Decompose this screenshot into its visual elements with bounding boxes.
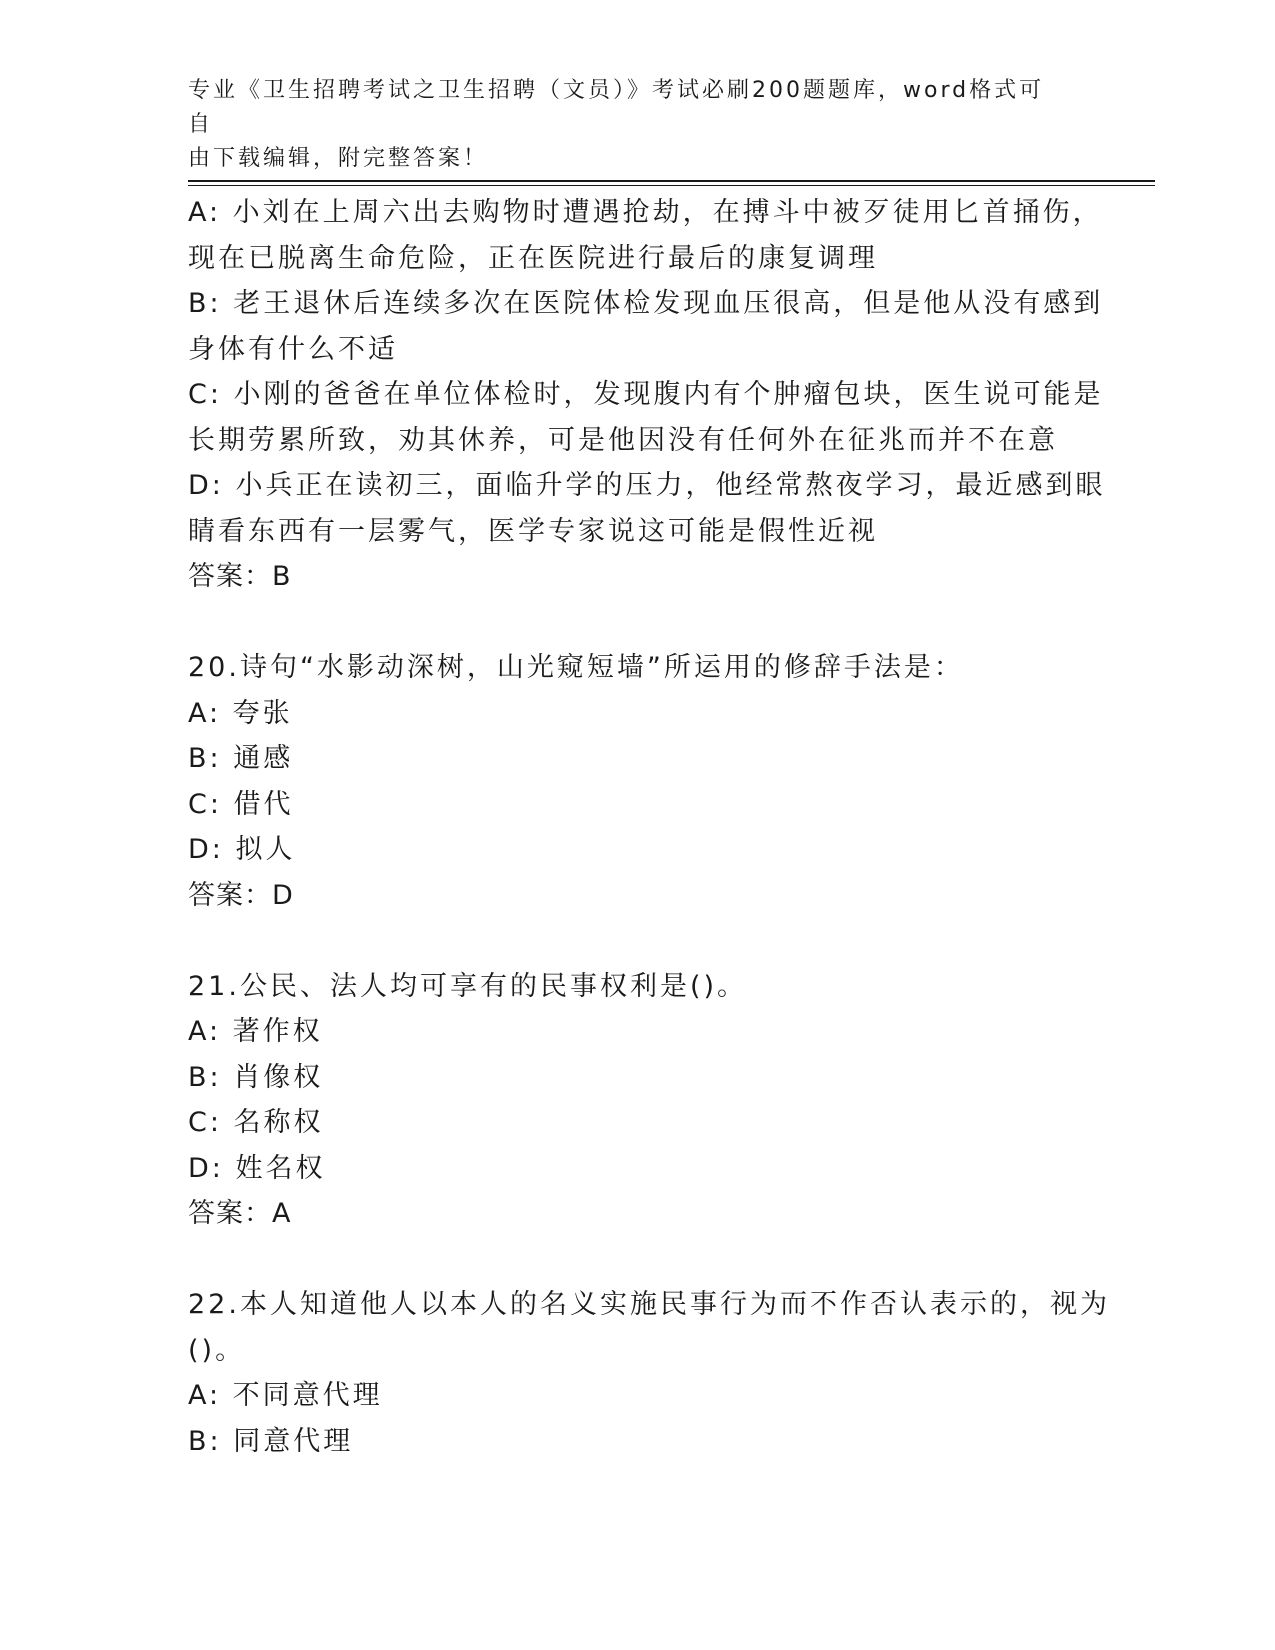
option-b: B: 同意代理 [188, 1425, 354, 1457]
option-a: A: 著作权 [188, 1016, 323, 1047]
option-a-line-2: 现在已脱离生命危险，正在医院进行最后的康复调理 [188, 242, 878, 274]
answer-line: 答案：A [188, 1198, 292, 1229]
question-21 [188, 964, 1088, 1237]
option-d-line-2: 睛看东西有一层雾气，医学专家说这可能是假性近视 [188, 515, 878, 547]
question-text-line-1: 22.本人知道他人以本人的名义实施民事行为而不作否认表示的，视为 [188, 1289, 1110, 1320]
option-c-line-1: C: 小刚的爸爸在单位体检时，发现腹内有个肿瘤包块，医生说可能是 [188, 379, 1104, 410]
question-19 [188, 190, 1106, 600]
question-text-line-2: ()。 [188, 1334, 246, 1366]
question-text: 20.诗句“水影动深树，山光窥短墙”所运用的修辞手法是： [188, 652, 964, 683]
question-text: 21.公民、法人均可享有的民事权利是()。 [188, 970, 748, 1002]
option-d-line-1: D: 小兵正在读初三，面临升学的压力，他经常熬夜学习，最近感到眼 [188, 470, 1106, 501]
option-c: C: 名称权 [188, 1107, 324, 1138]
spacer [188, 918, 1088, 964]
header-divider-thin [188, 185, 1155, 186]
option-b-line-1: B: 老王退休后连续多次在医院体检发现血压很高，但是他从没有感到 [188, 288, 1104, 319]
option-b-line-2: 身体有什么不适 [188, 333, 398, 365]
answer-line: 答案：B [188, 561, 292, 592]
option-a: A: 不同意代理 [188, 1380, 383, 1411]
document-header [188, 74, 1068, 176]
option-a-line-1: A: 小刘在上周六出去购物时遭遇抢劫，在搏斗中被歹徒用匕首捅伤， [188, 197, 1103, 228]
option-d: D: 拟人 [188, 834, 296, 865]
option-d: D: 姓名权 [188, 1152, 326, 1184]
answer-line: 答案：D [188, 879, 294, 911]
header-title-line-1: 专业《卫生招聘考试之卫生招聘（文员）》考试必刷200题题库，word格式可自 [188, 78, 1045, 137]
header-title-line-2: 由下载编辑，附完整答案！ [188, 146, 489, 171]
question-20 [188, 645, 1088, 918]
spacer [188, 1237, 1088, 1283]
option-b: B: 肖像权 [188, 1061, 324, 1093]
question-list [188, 190, 1110, 1464]
spacer [188, 600, 1088, 646]
option-a: A: 夸张 [188, 697, 293, 729]
option-c-line-2: 长期劳累所致，劝其休养，可是他因没有任何外在征兆而并不在意 [188, 424, 1058, 456]
option-b: B: 通感 [188, 743, 294, 774]
option-c: C: 借代 [188, 788, 294, 820]
header-divider-thick [188, 180, 1155, 182]
question-22 [188, 1282, 1110, 1464]
